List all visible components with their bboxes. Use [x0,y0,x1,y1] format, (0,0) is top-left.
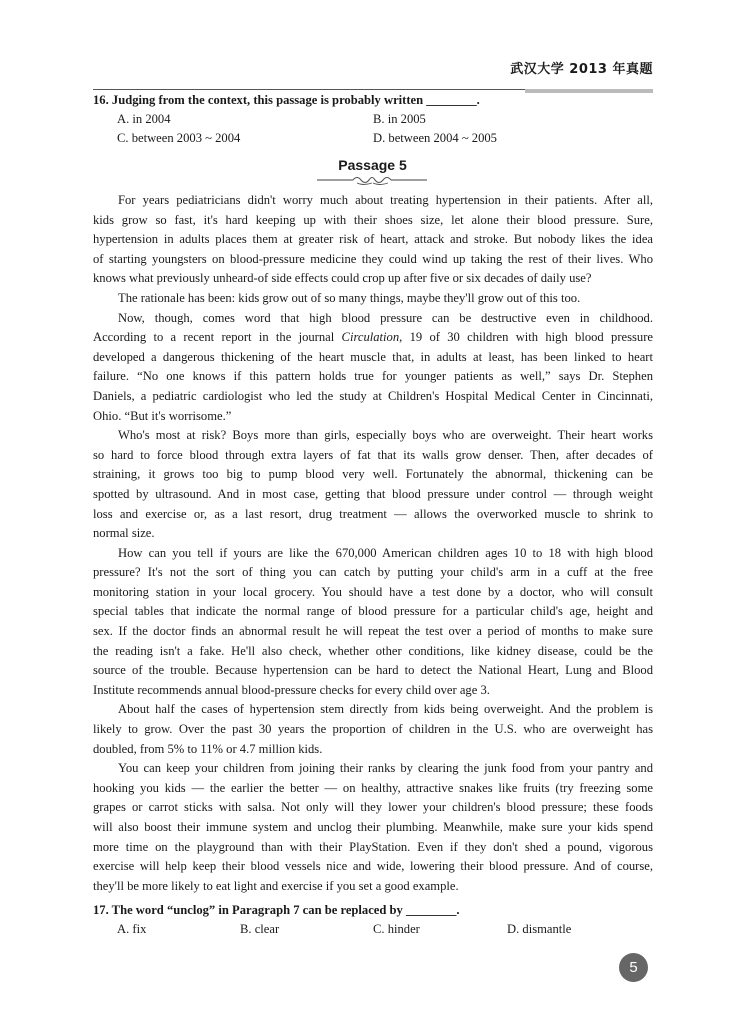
paragraph-line: doubled, from 5% to 11% or 4.7 million kids. [93,741,323,756]
paragraph-line: spotted by ultrasound. And in most case, getting that blood pressure under control — through weight [93,486,653,501]
question-16-option-c: C. between 2003 ~ 2004 [117,131,241,145]
paragraph-line: sex. If the doctor finds an abnormal result he will repeat the test over a period of months to make sure [93,624,653,639]
question-17-stem: 17. The word “unclog” in Paragraph 7 can be replaced by ________. [93,903,460,917]
paragraph-line: pressure? It's not the sort of thing you can catch by putting your child's arm in a cuff at the free [93,565,653,580]
paragraph [93,544,653,701]
paragraph-line: Daniels, a pediatric cardiologist who led the study at Children's Hospital Medical Center in Cincinnati, [93,388,653,403]
paragraph-line: Now, though, comes word that high blood pressure can be destructive even in childhood. [118,310,653,325]
paragraph [93,289,653,309]
paragraph-line: will also boost their immune system and unclog their plumbing. Meanwhile, make sure your kids spend [93,820,653,834]
paragraph-line: developed a dangerous thickening of the heart muscle that, in adults at least, has been linked to heart [93,349,653,364]
paragraph-line: the reading isn't a fake. He'll also check, whether other conditions, like kidney disease, could be the [93,643,653,658]
paragraph-line: they'll be more likely to eat light and exercise if you set a good example. [93,878,459,893]
paragraph [93,426,653,544]
paragraph-line: exercise will help keep their blood vessels nice and wide, lowering their blood pressure. And of course, [93,859,653,874]
paragraph-line: The rationale has been: kids grow out of so many things, maybe they'll grow out of this too. [118,290,581,305]
paragraph-line: loss and exercise or, as a last resort, drug treatment — allows the overworked muscle to shrink to [93,506,653,521]
paragraph-line: For years pediatricians didn't worry much about treating hypertension in their patients. After all, [118,193,653,207]
question-16-stem: 16. Judging from the context, this passage is probably written ________. [93,93,480,107]
paragraph-line: so hard to force blood through extra layers of fat that its walls grow denser. Then, after decades of [93,447,653,462]
question-16-option-b: B. in 2005 [373,112,426,126]
header-rule-accent [525,89,653,93]
question-17-option-c: C. hinder [373,922,420,936]
question-17-option-b: B. clear [240,922,280,936]
paragraph-line: knows what previously unheard-of side effects could crop up after five or six decades of daily use? [93,271,592,286]
passage-body [93,191,653,896]
question-17-option-d: D. dismantle [507,922,572,936]
page-number-badge: 5 [619,953,648,982]
paragraph-line: hypertension in adults places them at greater risk of heart, attack and stroke. But nobody likes the idea [93,232,653,247]
paragraph-line: likely to grow. Over the past 30 years the proportion of children in the U.S. who are overweight has [93,722,653,737]
paragraph-line: hooking you kids — the earlier the better — on healthy, attractive snakes like fruits (try freezing some [93,780,653,795]
paragraph-line: source of the trouble. Because hypertension can be hard to detect the National Heart, Lung and Blood [93,663,653,678]
paragraph-line: Who's most at risk? Boys more than girls, especially boys who are overweight. Their heart works [118,428,653,443]
paragraph [93,700,653,759]
running-header: 武汉大学 2013 年真题 [510,62,653,77]
paragraph-line: of starting youngsters on blood-pressure medicine they could wind up taking the rest of their lives. Who [93,251,653,266]
paragraph-line: failure. “No one knows if this pattern holds true for younger patients as well,” says Dr. Stephen [93,369,653,384]
paragraph-line: grapes or carrot sticks with salsa. Not only will they lower your children's blood pressure; these foods [93,800,653,815]
paragraph-line: About half the cases of hypertension stem directly from kids being overweight. And the problem is [118,702,653,717]
paragraph-line: more time on the playground than with their PlayStation. Even if they don't shed a pound, vigorous [93,839,653,854]
question-17-option-a: A. fix [117,922,147,936]
paragraph-line: You can keep your children from joining their ranks by clearing the junk food from your pantry and [118,761,653,776]
passage-title: Passage 5 [338,157,407,173]
paragraph-line: How can you tell if yours are like the 670,000 American children ages 10 to 18 with high blood [118,545,653,560]
paragraph-line: Ohio. “But it's worrisome.” [93,408,232,423]
question-16-option-a: A. in 2004 [117,112,171,126]
paragraph-line: Institute recommends annual blood-pressure checks for every child over age 3. [93,682,490,697]
paragraph-line: According to a recent report in the journal Circulation, 19 of 30 children with high blood pressure [93,330,653,345]
paragraph-line: special tables that indicate the normal range of blood pressure for a particular child's age, height and [93,604,653,619]
paragraph-line: normal size. [93,526,155,541]
paragraph-line: kids grow so fast, it's hard keeping up with their shoes size, let alone their blood pressure. Sure, [93,212,653,227]
paragraph-line: monitoring station in your local grocery. You should have a test done by a doctor, who will consult [93,584,653,599]
paragraph [93,309,653,427]
paragraph-line: straining, it grows too big to pump blood very well. Fortunately the abnormal, thickening can be [93,467,653,482]
question-16-option-d: D. between 2004 ~ 2005 [373,131,497,145]
paragraph [93,191,653,289]
ornament-divider-icon [317,174,427,186]
paragraph [93,759,653,896]
